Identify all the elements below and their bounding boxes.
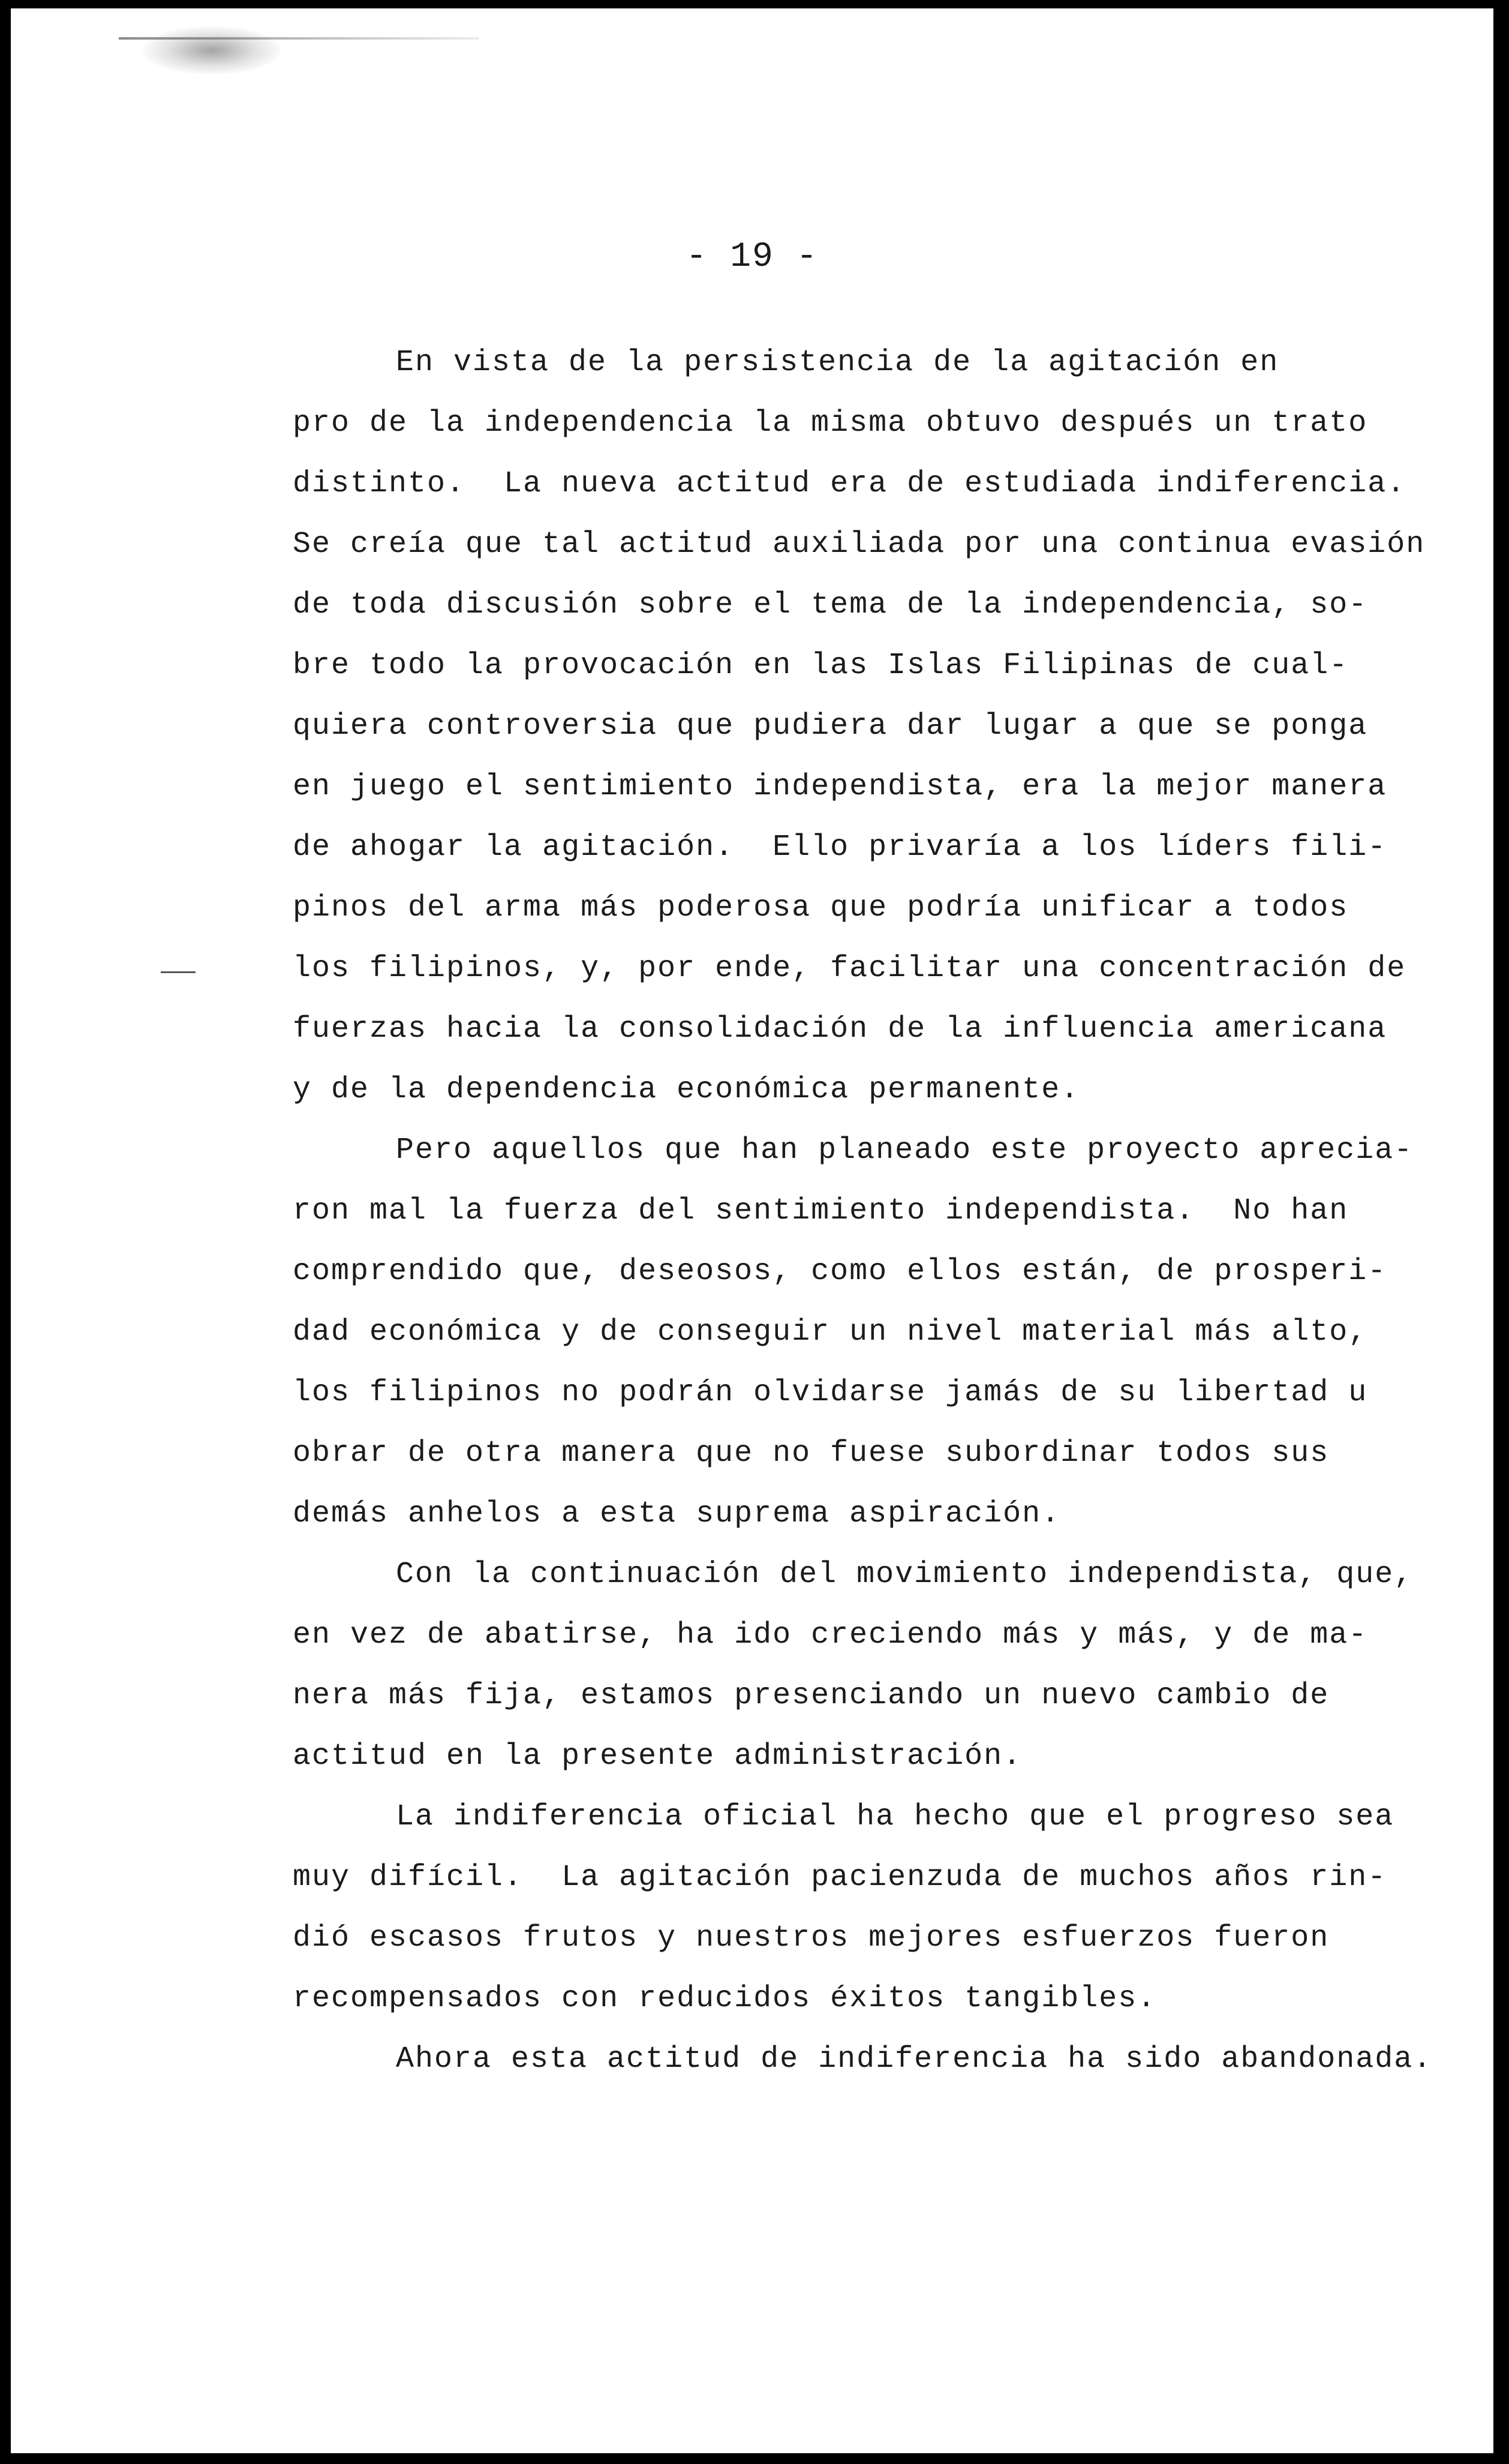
text-line: Con la continuación del movimiento independista, que, (396, 1557, 1414, 1592)
text-line: obrar de otra manera que no fuese subordinar todos sus (293, 1436, 1330, 1470)
text-line: Ahora esta actitud de indiferencia ha sido abandonada. (396, 2042, 1433, 2076)
text-line: bre todo la provocación en las Islas Filipinas de cual- (293, 649, 1349, 683)
text-line: de ahogar la agitación. Ello privaría a los líders fili- (293, 830, 1387, 865)
text-line: y de la dependencia económica permanente. (293, 1073, 1080, 1107)
text-line: dad económica y de conseguir un nivel material más alto, (293, 1315, 1368, 1349)
text-line: ron mal la fuerza del sentimiento independista. No han (293, 1194, 1349, 1228)
text-line: Pero aquellos que han planeado este proyecto aprecia- (396, 1133, 1414, 1168)
text-line: fuerzas hacia la consolidación de la influencia americana (293, 1012, 1387, 1046)
scan-artifact-rule (119, 37, 479, 40)
text-line: en juego el sentimiento independista, era la mejor manera (293, 770, 1387, 804)
text-line: quiera controversia que pudiera dar lugar a que se ponga (293, 709, 1368, 743)
ink-smudge (143, 26, 281, 74)
text-line: distinto. La nueva actitud era de estudiada indiferencia. (293, 467, 1406, 501)
page-number: - 19 - (686, 238, 819, 277)
text-line: En vista de la persistencia de la agitación en (396, 346, 1279, 380)
text-line: muy difícil. La agitación pacienzuda de muchos años rin- (293, 1860, 1387, 1895)
document-page (11, 8, 1493, 2453)
text-line: en vez de abatirse, ha ido creciendo más y más, y de ma- (293, 1618, 1368, 1652)
text-line: demás anhelos a esta suprema aspiración. (293, 1497, 1061, 1531)
text-line: de toda discusión sobre el tema de la independencia, so- (293, 588, 1368, 622)
margin-mark (161, 971, 196, 973)
text-line: comprendido que, deseosos, como ellos están, de prosperi- (293, 1254, 1387, 1289)
body-text (293, 332, 1433, 2090)
text-line: pro de la independencia la misma obtuvo después un trato (293, 406, 1368, 440)
text-line: La indiferencia oficial ha hecho que el progreso sea (396, 1800, 1394, 1834)
text-line: pinos del arma más poderosa que podría unificar a todos (293, 891, 1349, 925)
text-line: dió escasos frutos y nuestros mejores esfuerzos fueron (293, 1921, 1330, 1955)
text-line: los filipinos, y, por ende, facilitar una concentración de (293, 952, 1406, 986)
text-line: Se creía que tal actitud auxiliada por una continua evasión (293, 527, 1426, 562)
text-line: actitud en la presente administración. (293, 1739, 1023, 1773)
text-line: nera más fija, estamos presenciando un nuevo cambio de (293, 1679, 1330, 1713)
text-line: los filipinos no podrán olvidarse jamás de su libertad u (293, 1376, 1368, 1410)
text-line: recompensados con reducidos éxitos tangibles. (293, 1982, 1157, 2016)
